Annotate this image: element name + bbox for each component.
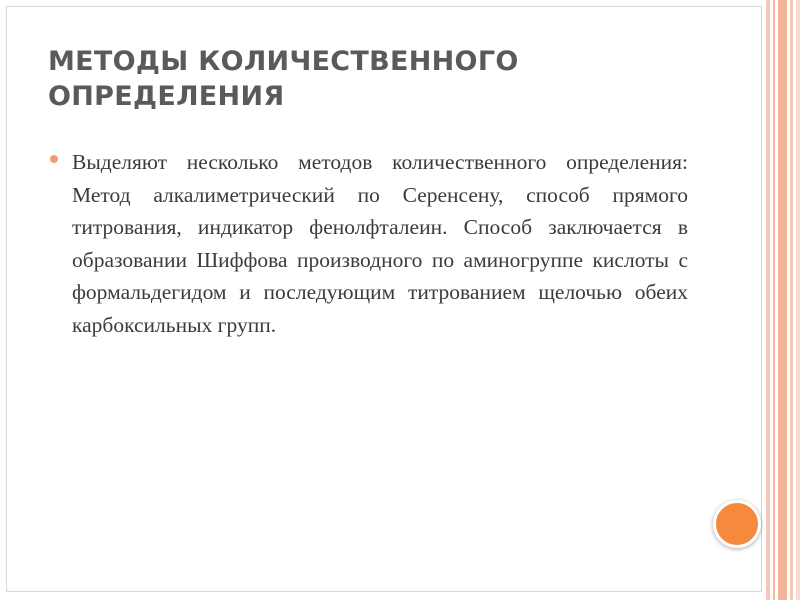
decorative-stripes: [762, 0, 800, 600]
orange-circle-icon: [713, 500, 761, 548]
stripe: [766, 0, 770, 600]
stripe: [778, 0, 787, 600]
stripe: [796, 0, 800, 600]
bullet-text: Выделяют несколько методов количественного определения: Метод алкалиметрический по Серенсену, способ прямого титрования, индикатор фенолфталеин. Способ заключается в образовании Шиффова производного по аминогруппе кислоты с формальдегидом и последующим титрованием щелочью обеих карбоксильных групп.: [72, 150, 688, 337]
bullet-dot-icon: [50, 155, 58, 163]
slide-content: [48, 146, 688, 341]
stripe: [773, 0, 775, 600]
bullet-item: [48, 146, 688, 341]
slide-title: МЕТОДЫ КОЛИЧЕСТВЕННОГО ОПРЕДЕЛЕНИЯ: [48, 46, 519, 112]
stripe: [790, 0, 793, 600]
